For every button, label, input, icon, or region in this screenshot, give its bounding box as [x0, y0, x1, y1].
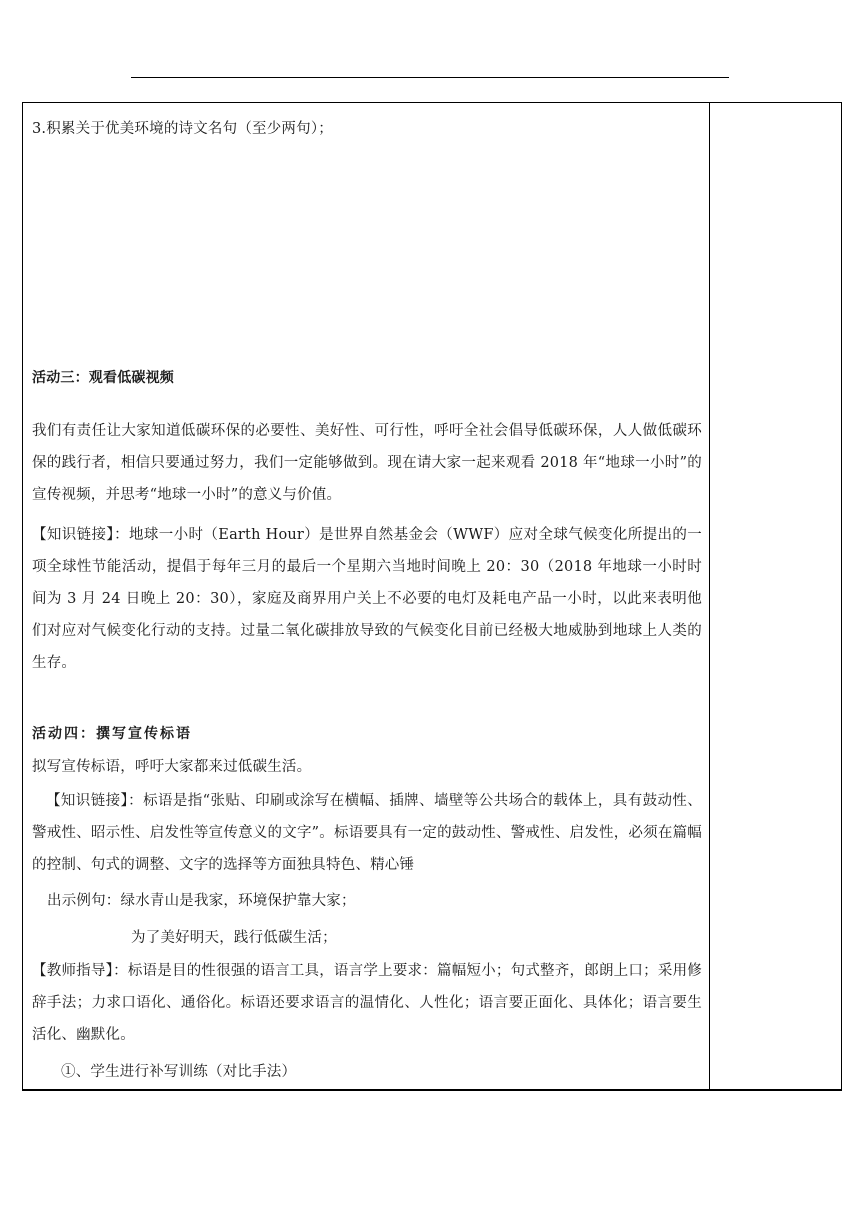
knowledge-link-label: 【知识链接】：	[46, 793, 144, 809]
knowledge-link-text: 地球一小时（Earth Hour）是世界自然基金会（WWF）应对全球气候变化所提出的一项全球性节能活动，提倡于每年三月的最后一个星期六当地时间晚上 20：30（2018 年地球一小时时间为 3 月 24 日晚上 20：30），家庭及商界用户关上不必要的电灯及耗电产品一小时，以此来表明他们对应对气候变化行动的支持。过量二氧化碳排放导致的气候变化目前已经极大地威胁到地球上人类的生存。	[32, 527, 703, 671]
exercise-prompt: ①、学生进行补写训练（对比手法）	[61, 1064, 297, 1080]
teacher-guidance-text: 标语是目的性很强的语言工具，语言学上要求：篇幅短小；句式整齐，郎朗上口；采用修辞手法；力求口语化、通俗化。标语还要求语言的温情化、人性化；语言要正面化、具体化；语言要生活化、幽默化。	[32, 963, 702, 1043]
activity3-title: 活动三：观看低碳视频	[32, 370, 174, 386]
knowledge-link-text: 标语是指“张贴、印刷或涂写在横幅、插牌、墙壁等公共场合的载体上，具有鼓动性、警戒性、昭示性、启发性等宣传意义的文字”。标语要具有一定的鼓动性、警戒性、启发性，必须在篇幅的控制、句式的调整、文字的选择等方面独具特色、精心锤	[32, 793, 702, 873]
page-header-rule	[131, 77, 729, 78]
poetry-task: 3.积累关于优美环境的诗文名句（至少两句）；	[32, 121, 333, 137]
knowledge-link-label: 【知识链接】：	[32, 527, 129, 543]
lesson-table	[22, 102, 842, 1091]
teacher-guidance	[32, 955, 702, 1051]
activity4-title: 活动四：撰写宣传标语	[32, 726, 192, 742]
example-line-1: 出示例句：绿水青山是我家，环境保护靠大家；	[47, 893, 356, 909]
activity4-task: 拟写宣传标语，呼吁大家都来过低碳生活。	[32, 759, 312, 775]
activity4-knowledge-link	[32, 785, 702, 881]
activity3-knowledge-link	[32, 519, 702, 679]
example-line-2: 为了美好明天，践行低碳生活；	[131, 930, 337, 946]
teacher-guidance-label: 【教师指导】：	[32, 963, 128, 979]
activity3-intro: 我们有责任让大家知道低碳环保的必要性、美好性、可行性，呼吁全社会倡导低碳环保，人人做低碳环保的践行者，相信只要通过努力，我们一定能够做到。现在请大家一起来观看 2018 年“地球一小时”的宣传视频，并思考“地球一小时”的意义与价值。	[32, 423, 702, 503]
